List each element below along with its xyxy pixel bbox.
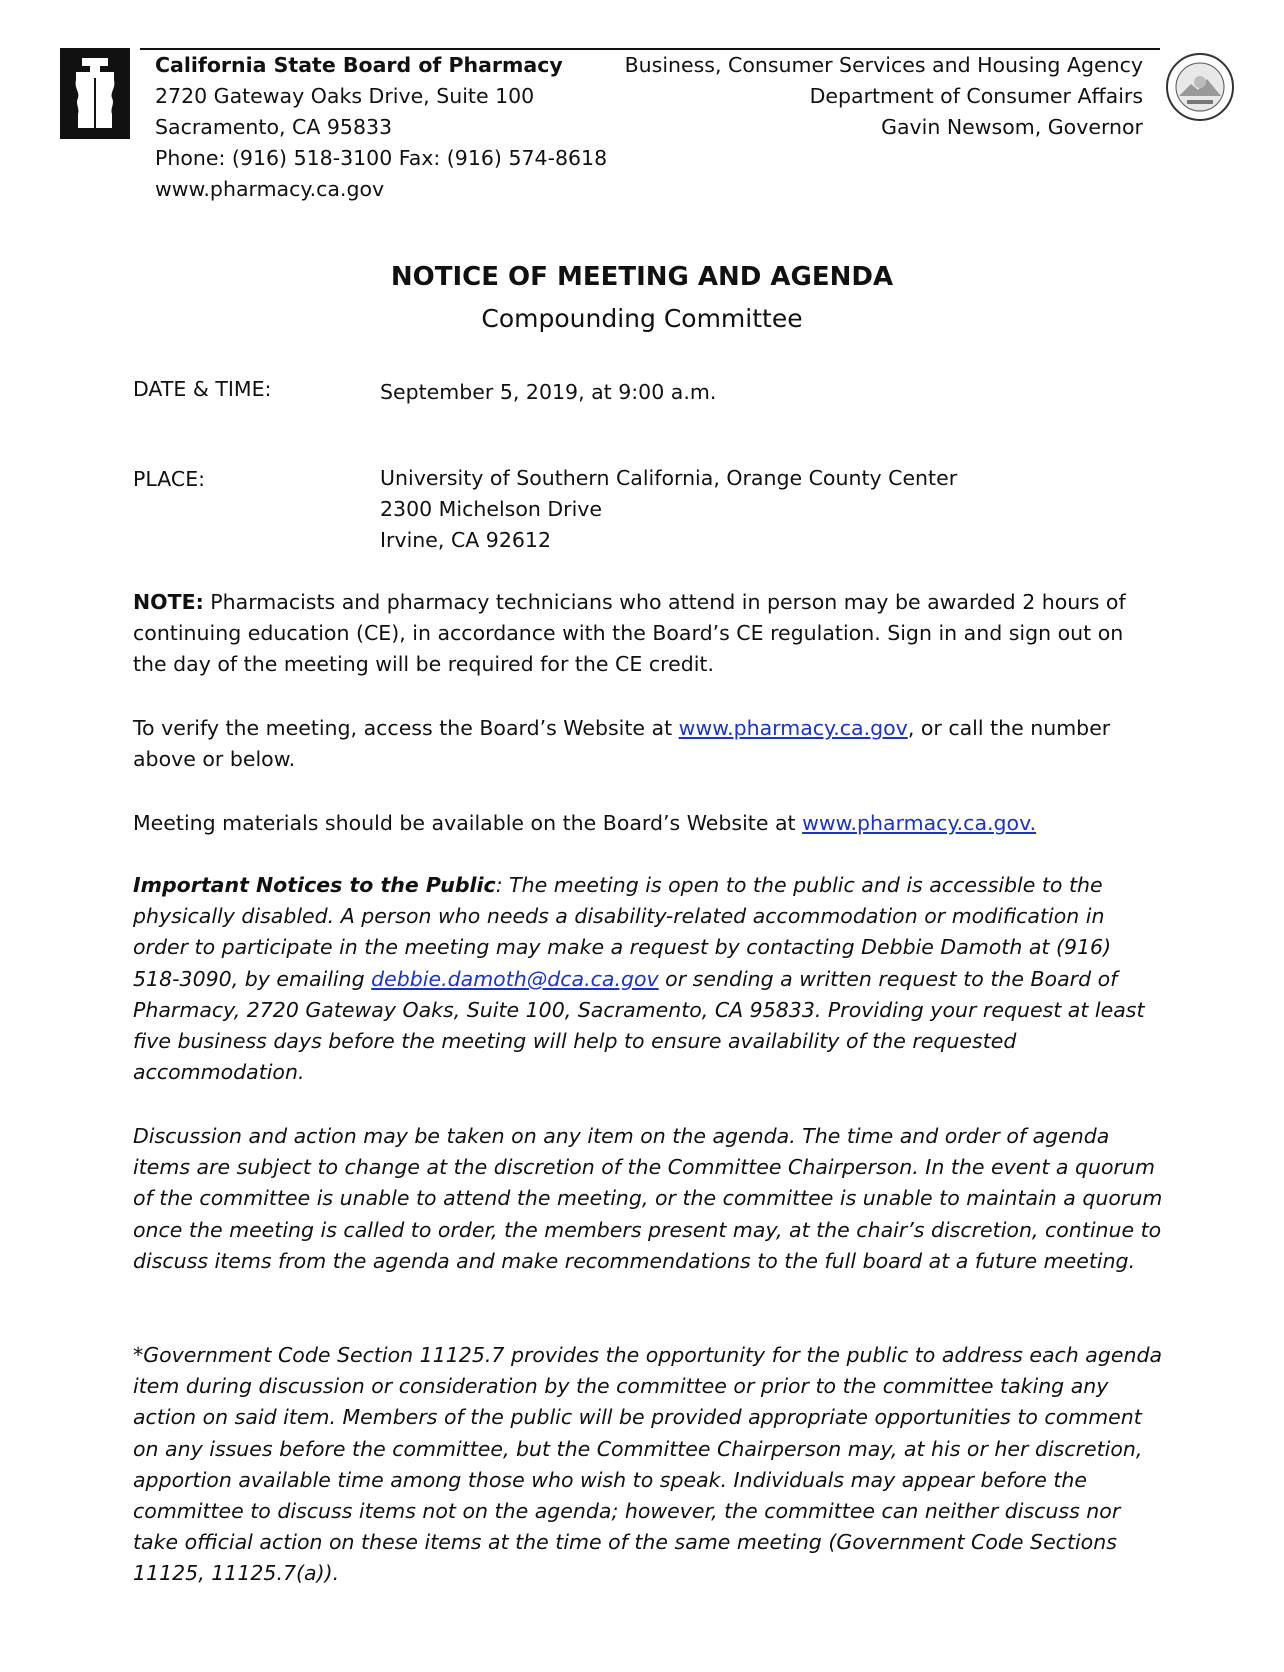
date-time-value: September 5, 2019, at 9:00 a.m. <box>380 380 717 404</box>
governor-name: Gavin Newsom, Governor <box>881 115 1143 139</box>
place-label: PLACE: <box>133 467 206 491</box>
california-state-seal <box>1165 52 1235 122</box>
note-paragraph <box>133 587 1163 681</box>
public-notice-text-after: or sending a written request to the Board of Pharmacy, 2720 Gateway Oaks, Suite 100, Sacramento, CA 95833. Providing your request at least five business days before the meeting will help to ensure availability of the requested accommodation. <box>133 966 1145 1085</box>
materials-paragraph <box>133 808 1163 839</box>
place-value <box>380 463 957 556</box>
department-name: Department of Consumer Affairs <box>809 84 1143 108</box>
date-time-label: DATE & TIME: <box>133 377 272 401</box>
public-notice-text-before: The meeting is open to the public and is accessible to the physically disabled. A person who needs a disability-related accommodation or modification in order to participate in the meeting may make a request by contacting Debbie Damoth at (916) 518-3090, by emailing <box>133 873 1112 991</box>
note-label: NOTE: <box>133 590 204 614</box>
note-text: Pharmacists and pharmacy technicians who attend in person may be awarded 2 hours of continuing education (CE), in accordance with the Board’s CE regulation. Sign in and sign out on the day of the meeting will be required for the CE credit. <box>133 590 1126 677</box>
verify-website-link[interactable]: www.pharmacy.ca.gov <box>678 716 908 740</box>
phone-fax: Phone: (916) 518-3100 Fax: (916) 574-8618 <box>155 146 608 170</box>
public-notice-colon: : <box>495 873 503 897</box>
place-line-2: 2300 Michelson Drive <box>380 497 603 521</box>
place-line-1: University of Southern California, Orange County Center <box>380 466 958 490</box>
board-of-pharmacy-logo <box>60 48 130 139</box>
verify-text-after: , or call the number above or below. <box>133 716 1111 772</box>
board-address-block <box>155 50 607 205</box>
place-line-3: Irvine, CA 92612 <box>380 528 552 552</box>
committee-name: Compounding Committee <box>481 304 803 333</box>
agency-block <box>625 50 1143 143</box>
agency-name: Business, Consumer Services and Housing Agency <box>624 53 1143 77</box>
org-name: California State Board of Pharmacy <box>155 53 563 77</box>
materials-text: Meeting materials should be available on the Board’s Website at <box>133 811 803 835</box>
verify-paragraph <box>133 713 1163 775</box>
address-line-1: 2720 Gateway Oaks Drive, Suite 100 <box>155 84 535 108</box>
discussion-paragraph: Discussion and action may be taken on any item on the agenda. The time and order of agenda items are subject to change at the discretion of the Committee Chairperson. In the event a quorum of the committee is unable to attend the meeting, or the committee is unable to maintain a quorum once the meeting is called to order, the members present may, at the chair’s discretion, continue to discuss items from the agenda and make recommendations to the full board at a future meeting. <box>133 1124 1163 1273</box>
contact-email-link[interactable]: debbie.damoth@dca.ca.gov <box>371 966 659 991</box>
public-notice-label: Important Notices to the Public <box>133 873 496 897</box>
page-title: NOTICE OF MEETING AND AGENDA <box>390 262 894 292</box>
verify-text-before: To verify the meeting, access the Board’s Website at <box>133 716 679 740</box>
public-notice-paragraph <box>133 870 1163 1088</box>
header-website: www.pharmacy.ca.gov <box>155 177 385 201</box>
address-line-2: Sacramento, CA 95833 <box>155 115 393 139</box>
materials-website-link[interactable]: www.pharmacy.ca.gov. <box>802 811 1037 835</box>
government-code-paragraph: *Government Code Section 11125.7 provides the opportunity for the public to address each agenda item during discussion or consideration by the committee or prior to the committee taking any action on said item. Members of the public will be provided appropriate opportunities to comment on any issues before the committee, but the Committee Chairperson may, at his or her discretion, apportion available time among those who wish to speak. Individuals may appear before the committee to discuss items not on the agenda; however, the committee can neither discuss nor take official action on these items at the time of the same meeting (Government Code Sections 11125, 11125.7(a)). <box>133 1343 1163 1586</box>
